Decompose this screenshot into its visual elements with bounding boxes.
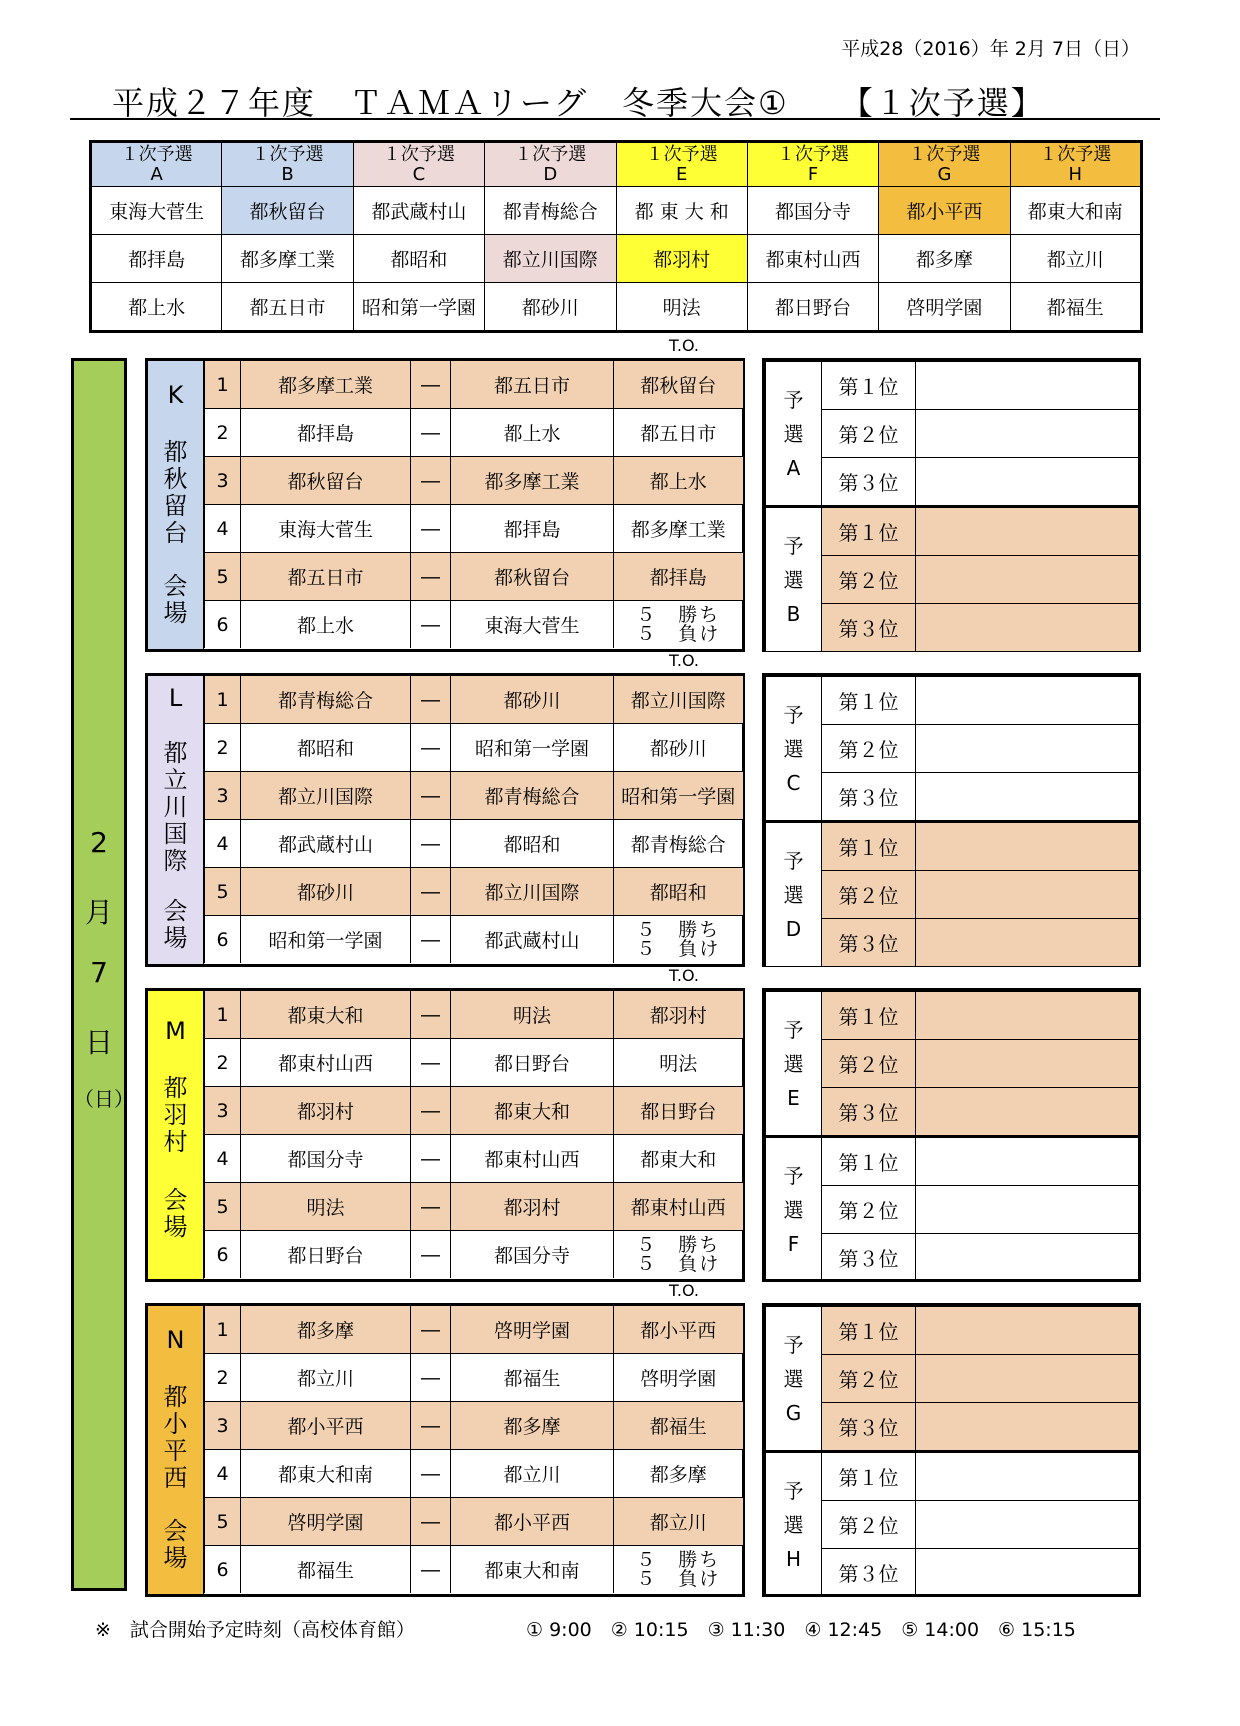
to-label: T.O. [669, 651, 699, 670]
group-team: 啓明学園 [879, 283, 1010, 332]
ranking-slot [916, 919, 1139, 967]
ranking-slot [916, 1307, 1139, 1355]
ranking-slot [916, 604, 1139, 652]
group-team: 都青梅総合 [485, 187, 616, 235]
group-header-h: １次予選 H [1010, 142, 1141, 187]
group-team: 都立川 [1010, 235, 1141, 283]
ranking-group-g: 予 選 G [766, 1307, 822, 1452]
venue-suffix: 会 場 [163, 572, 188, 627]
match-row: 5 明法 ― 都羽村 都東村山西 [205, 1183, 743, 1231]
group-team-host: 都羽村 [616, 235, 747, 283]
ranking-group-e: 予 選 E [766, 992, 822, 1137]
group-team: 都上水 [91, 283, 222, 332]
date-bar [71, 358, 134, 1591]
group-team: 東海大菅生 [91, 187, 222, 235]
group-header-f: １次予選 F [747, 142, 878, 187]
venue-label [148, 676, 204, 964]
ranking-slot [916, 1403, 1139, 1452]
group-header-b: １次予選 B [222, 142, 353, 187]
venue-letter: L [168, 684, 183, 712]
ranking-slot [916, 1088, 1139, 1137]
match-row: 4 東海大菅生 ― 都拝島 都多摩工業 [205, 505, 743, 553]
venue-m [145, 988, 745, 1282]
group-header-c: １次予選 C [353, 142, 484, 187]
venue-suffix: 会 場 [163, 897, 188, 952]
venue-l [145, 673, 745, 967]
venue-name: 都 立 川 国 際 [163, 739, 188, 875]
match-row: 1 都東大和 ― 明法 都羽村 [205, 991, 743, 1039]
ranking-box-ab: 予 選 A 第１位 第２位 第３位 予 選 B 第１位 第２位 第３位 [762, 358, 1141, 652]
date-month-number: 2 [90, 826, 108, 859]
match-row: 6 都上水 ― 東海大菅生 ５ 勝ち ５ 負け [205, 601, 743, 649]
match-row: 3 都立川国際 ― 都青梅総合 昭和第一学園 [205, 772, 743, 820]
date-day-number: 7 [90, 956, 108, 989]
group-team: 昭和第一学園 [353, 283, 484, 332]
ranking-slot [916, 725, 1139, 773]
group-team: 明法 [616, 283, 747, 332]
group-team-host: 都秋留台 [222, 187, 353, 235]
group-team: 都多摩 [879, 235, 1010, 283]
ranking-slot [916, 822, 1139, 871]
venue-name: 都 羽 村 [163, 1074, 188, 1156]
footer-note: ※ 試合開始予定時刻（高校体育館） [95, 1619, 415, 1641]
match-table [204, 676, 743, 963]
ranking-group-d: 予 選 D [766, 822, 822, 967]
group-team: 都東村山西 [747, 235, 878, 283]
date-weekday: （日） [74, 1087, 134, 1111]
ranking-slot [916, 1355, 1139, 1403]
ranking-slot [916, 1040, 1139, 1088]
match-row: 3 都秋留台 ― 都多摩工業 都上水 [205, 457, 743, 505]
venue-letter: M [165, 1017, 186, 1045]
match-row: 6 都日野台 ― 都国分寺 ５ 勝ち ５ 負け [205, 1231, 743, 1279]
match-row: 3 都羽村 ― 都東大和 都日野台 [205, 1087, 743, 1135]
page-title [70, 78, 1160, 120]
match-row: 6 都福生 ― 都東大和南 ５ 勝ち ５ 負け [205, 1546, 743, 1594]
ranking-box-gh: 予 選 G 第１位 第２位 第３位 予 選 H 第１位 第２位 第３位 [762, 1303, 1141, 1597]
match-row: 5 都砂川 ― 都立川国際 都昭和 [205, 868, 743, 916]
match-row: 5 啓明学園 ― 都小平西 都立川 [205, 1498, 743, 1546]
match-row: 5 都五日市 ― 都秋留台 都拝島 [205, 553, 743, 601]
group-table [89, 140, 1143, 333]
document-date: 平成28（2016）年 2月 7日（日） [841, 38, 1140, 60]
match-row: 2 都昭和 ― 昭和第一学園 都砂川 [205, 724, 743, 772]
match-row: 3 都小平西 ― 都多摩 都福生 [205, 1402, 743, 1450]
group-team: 都砂川 [485, 283, 616, 332]
ranking-slot [916, 871, 1139, 919]
group-header-d: １次予選 D [485, 142, 616, 187]
venue-k [145, 358, 745, 652]
ranking-slot [916, 1137, 1139, 1186]
match-row: 4 都国分寺 ― 都東村山西 都東大和 [205, 1135, 743, 1183]
group-team: 都福生 [1010, 283, 1141, 332]
ranking-slot [916, 677, 1139, 725]
group-team: 都拝島 [91, 235, 222, 283]
group-header-a: １次予選 A [91, 142, 222, 187]
ranking-group-c: 予 選 C [766, 677, 822, 822]
match-row: 1 都多摩 ― 啓明学園 都小平西 [205, 1306, 743, 1354]
match-table [204, 991, 743, 1278]
ranking-group-f: 予 選 F [766, 1137, 822, 1282]
group-team: 都東大和南 [1010, 187, 1141, 235]
ranking-group-h: 予 選 H [766, 1452, 822, 1597]
group-team: 都多摩工業 [222, 235, 353, 283]
ranking-slot [916, 1549, 1139, 1597]
to-label: T.O. [669, 966, 699, 985]
ranking-box-cd: 予 選 C 第１位 第２位 第３位 予 選 D 第１位 第２位 第３位 [762, 673, 1141, 967]
match-table [204, 361, 743, 648]
group-header-e: １次予選 E [616, 142, 747, 187]
venue-label [148, 361, 204, 649]
ranking-slot [916, 556, 1139, 604]
group-team: 都武蔵村山 [353, 187, 484, 235]
group-team: 都日野台 [747, 283, 878, 332]
ranking-group-a: 予 選 A [766, 362, 822, 507]
group-team-host: 都小平西 [879, 187, 1010, 235]
ranking-slot [916, 1501, 1139, 1549]
group-team-host: 都立川国際 [485, 235, 616, 283]
ranking-group-b: 予 選 B [766, 507, 822, 652]
to-label: T.O. [669, 336, 699, 355]
ranking-slot [916, 507, 1139, 556]
ranking-slot [916, 1452, 1139, 1501]
ranking-slot [916, 410, 1139, 458]
ranking-slot [916, 773, 1139, 822]
ranking-slot [916, 992, 1139, 1040]
ranking-box-ef: 予 選 E 第１位 第２位 第３位 予 選 F 第１位 第２位 第３位 [762, 988, 1141, 1282]
match-row: 1 都多摩工業 ― 都五日市 都秋留台 [205, 361, 743, 409]
group-header-g: １次予選 G [879, 142, 1010, 187]
match-row: 2 都立川 ― 都福生 啓明学園 [205, 1354, 743, 1402]
match-table [204, 1306, 743, 1593]
ranking-slot [916, 458, 1139, 507]
venue-suffix: 会 場 [163, 1186, 188, 1241]
match-row: 2 都拝島 ― 都上水 都五日市 [205, 409, 743, 457]
venue-label [148, 1306, 204, 1594]
venue-suffix: 会 場 [163, 1517, 188, 1572]
venue-name: 都 秋 留 台 [163, 438, 188, 547]
ranking-slot [916, 1186, 1139, 1234]
group-team: 都昭和 [353, 235, 484, 283]
match-row: 6 昭和第一学園 ― 都武蔵村山 ５ 勝ち ５ 負け [205, 916, 743, 964]
venue-name: 都 小 平 西 [163, 1383, 188, 1492]
match-row: 4 都武蔵村山 ― 都昭和 都青梅総合 [205, 820, 743, 868]
group-team: 都国分寺 [747, 187, 878, 235]
to-label: T.O. [669, 1281, 699, 1300]
date-month-char: 月 [84, 896, 113, 929]
venue-n [145, 1303, 745, 1597]
page-title-text: 平成２７年度 ＴＡＭＡリーグ 冬季大会① 【１次予選】 [112, 84, 1045, 122]
match-row: 4 都東大和南 ― 都立川 都多摩 [205, 1450, 743, 1498]
venue-label [148, 991, 204, 1279]
match-row: 2 都東村山西 ― 都日野台 明法 [205, 1039, 743, 1087]
footer-times: ① 9:00 ② 10:15 ③ 11:30 ④ 12:45 ⑤ 14:00 ⑥ 15:15 [526, 1619, 1076, 1641]
ranking-slot [916, 1234, 1139, 1282]
group-team: 都五日市 [222, 283, 353, 332]
group-team: 都 東 大 和 [616, 187, 747, 235]
venue-letter: N [166, 1326, 185, 1354]
date-day-char: 日 [84, 1026, 113, 1059]
ranking-slot [916, 362, 1139, 410]
venue-letter: K [167, 381, 184, 409]
match-row: 1 都青梅総合 ― 都砂川 都立川国際 [205, 676, 743, 724]
